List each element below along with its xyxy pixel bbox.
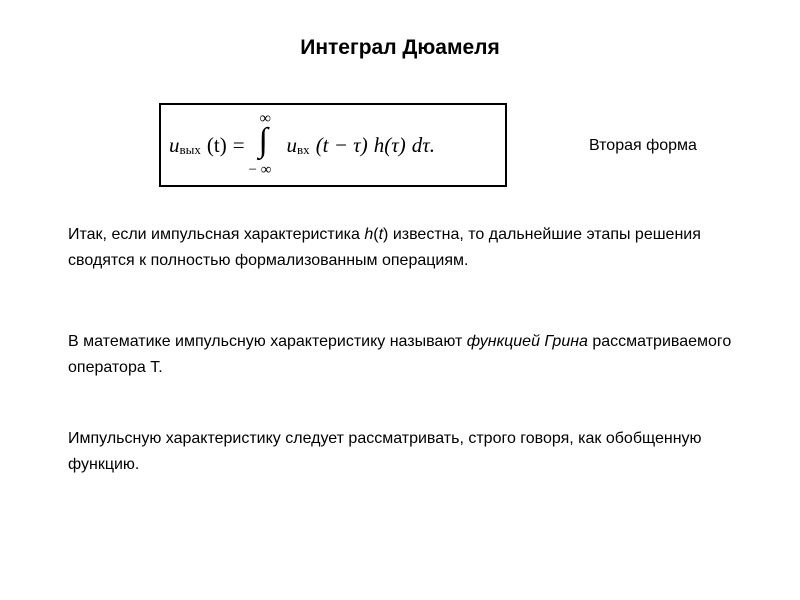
- paragraph-impulse-response: [68, 222, 748, 274]
- paragraph1-t-symbol: t: [378, 226, 384, 243]
- paragraph2-text-end: рассматриваемого оператора T.: [68, 333, 732, 376]
- paragraph1-text-start: Итак, если импульсная характеристика: [68, 226, 365, 243]
- formula-box: [159, 103, 507, 187]
- impulse-response-argument: (τ): [384, 132, 406, 157]
- paragraph2-text-start: В математике импульсную характеристику называют: [68, 333, 467, 350]
- paragraph1-text-end: известна, то дальнейшие этапы решения сводятся к полностью формализованным операциям.: [68, 226, 701, 269]
- integral-lower-limit: − ∞: [248, 162, 272, 178]
- differential: dτ.: [411, 132, 435, 157]
- green-function-emphasis: функцией Грина: [466, 333, 588, 350]
- integral-upper-limit: ∞: [259, 110, 271, 127]
- integral-sign: ∫: [258, 122, 268, 159]
- paragraph-green-function: [68, 329, 748, 381]
- paragraph1-close-paren: ): [383, 226, 389, 243]
- output-subscript: вых: [179, 142, 201, 157]
- paragraph1-h-symbol: h: [364, 226, 374, 243]
- output-voltage-symbol: u: [169, 132, 180, 157]
- paragraph1-open-paren: (: [373, 226, 379, 243]
- impulse-response-symbol: h: [373, 132, 385, 157]
- output-argument: (t): [206, 132, 227, 157]
- second-form-label: Вторая форма: [589, 137, 697, 154]
- duhamel-integral-formula: [169, 105, 435, 185]
- integral-operator: [249, 110, 283, 180]
- slide-title: Интеграл Дюамеля: [300, 36, 500, 59]
- input-voltage-symbol: u: [286, 132, 298, 157]
- equals-sign: =: [232, 132, 245, 157]
- input-subscript: вх: [297, 142, 310, 157]
- paragraph-generalized-function: Импульсную характеристику следует рассматривать, строго говоря, как обобщенную функцию.: [68, 430, 702, 473]
- input-argument: (t − τ): [315, 132, 368, 157]
